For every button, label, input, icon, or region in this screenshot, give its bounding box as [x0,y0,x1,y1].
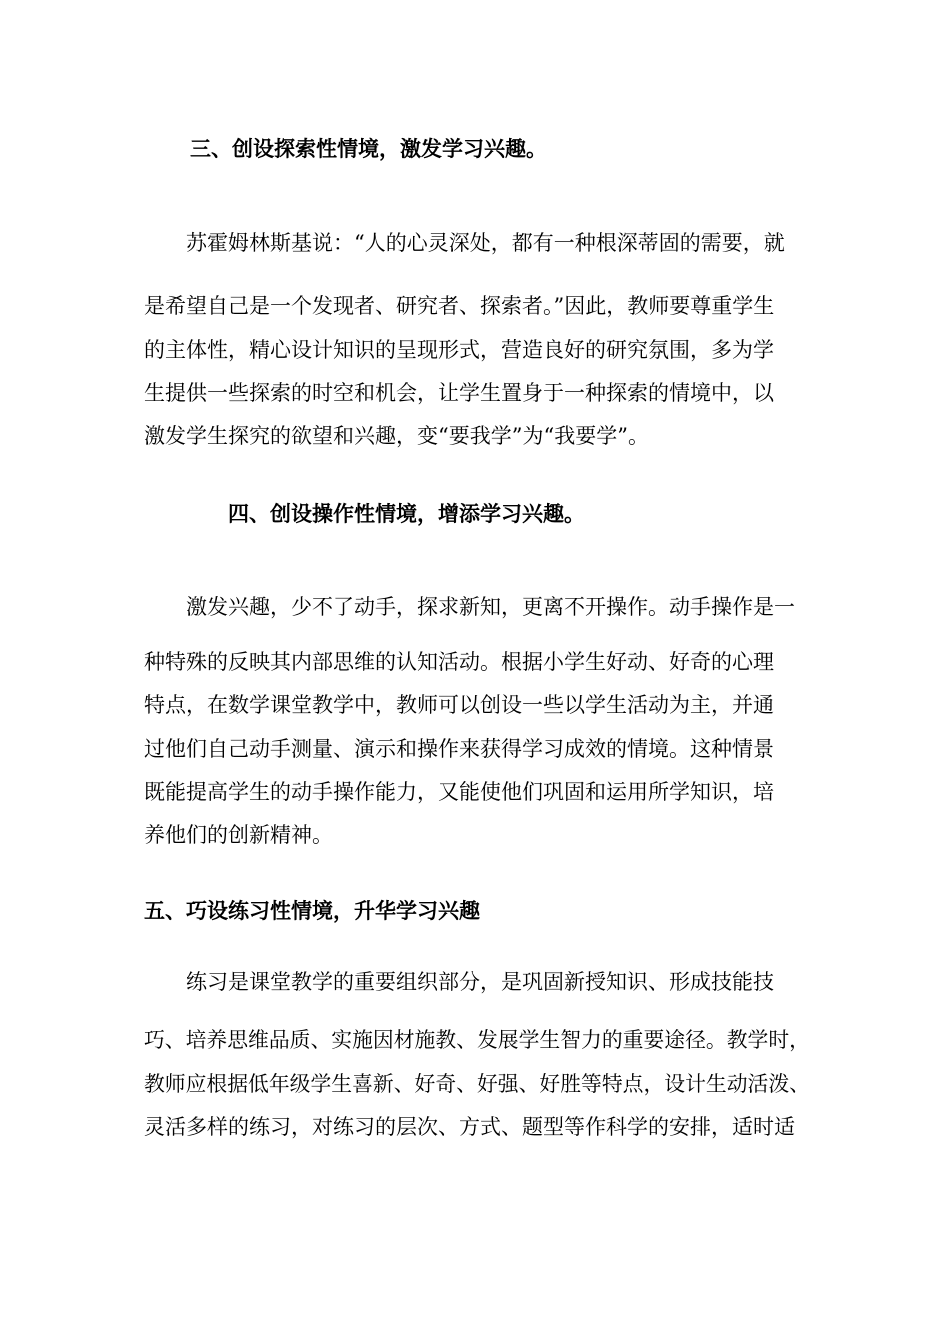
paragraph-line: 苏霍姆林斯基说：“人的心灵深处，都有一种根深蒂固的需要，就 [186,231,785,255]
section-heading-3: 三、创设探索性情境，激发学习兴趣。 [190,136,547,161]
paragraph-line: 特点，在数学课堂教学中，教师可以创设一些以学生活动为主，并通 [144,693,774,717]
paragraph-line: 是希望自己是一个发现者、研究者、探索者。”因此，教师要尊重学生 [144,294,775,318]
paragraph-line: 过他们自己动手测量、演示和操作来获得学习成效的情境。这种情景 [144,737,774,761]
paragraph-line: 生提供一些探索的时空和机会，让学生置身于一种探索的情境中，以 [144,381,774,405]
paragraph-line: 激发学生探究的欲望和兴趣，变“要我学”为“我要学”。 [144,424,649,448]
paragraph-line: 教师应根据低年级学生喜新、好奇、好强、好胜等特点，设计生动活泼、 [144,1072,810,1096]
paragraph-line: 巧、培养思维品质、实施因材施教、发展学生智力的重要途径。教学时， [144,1028,810,1052]
section-heading-5: 五、巧设练习性情境，升华学习兴趣 [144,898,480,923]
paragraph-line: 的主体性，精心设计知识的呈现形式，营造良好的研究氛围，多为学 [144,338,774,362]
paragraph-line: 灵活多样的练习，对练习的层次、方式、题型等作科学的安排，适时适 [144,1115,795,1139]
paragraph-line: 练习是课堂教学的重要组织部分，是巩固新授知识、形成技能技 [186,970,774,994]
paragraph-line: 既能提高学生的动手操作能力，又能使他们巩固和运用所学知识，培 [144,780,774,804]
paragraph-line: 激发兴趣，少不了动手，探求新知，更离不开操作。动手操作是一 [186,595,795,619]
paragraph-line: 种特殊的反映其内部思维的认知活动。根据小学生好动、好奇的心理 [144,650,774,674]
section-heading-4: 四、创设操作性情境，增添学习兴趣。 [228,501,585,526]
paragraph-line: 养他们的创新精神。 [144,823,333,847]
